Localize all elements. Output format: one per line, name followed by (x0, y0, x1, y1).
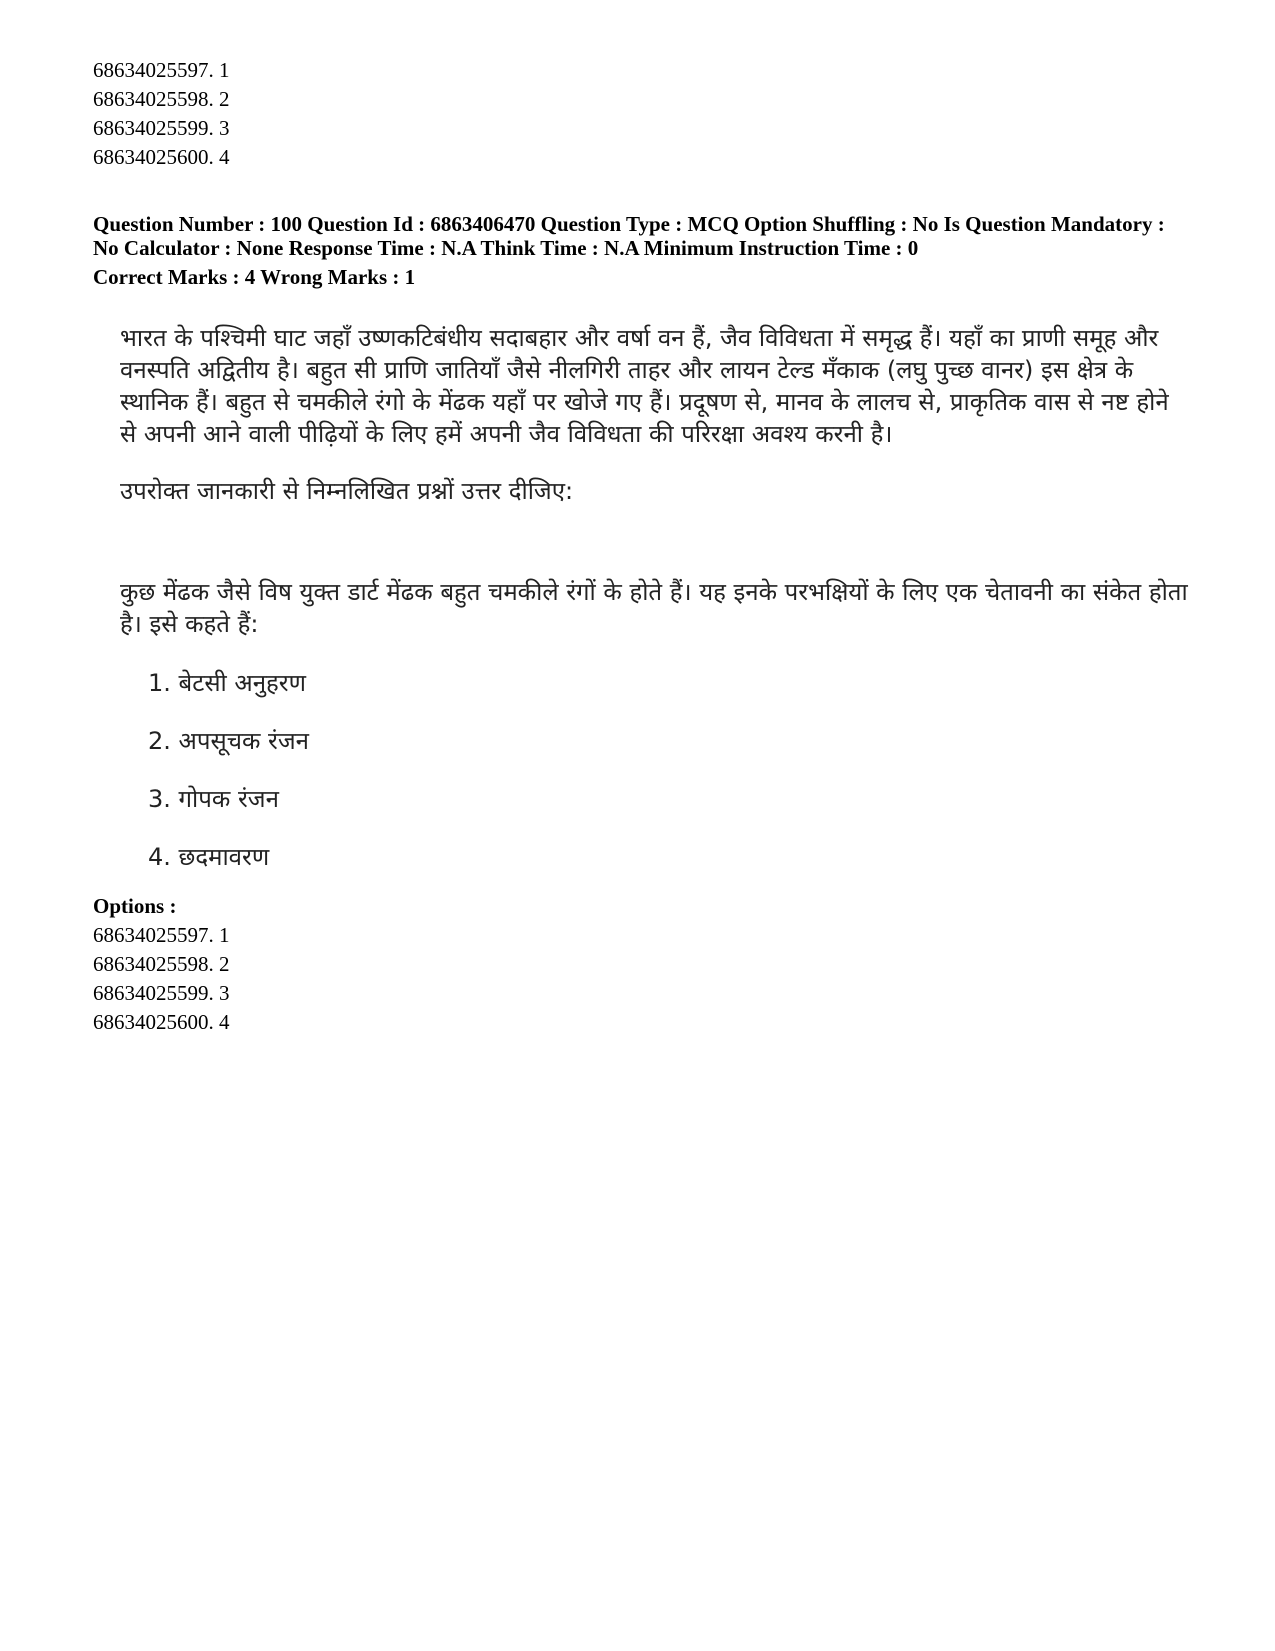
answer-choice-2: 2. अपसूचक रंजन (148, 727, 309, 755)
question-metadata (93, 212, 1165, 289)
previous-options-list (93, 56, 230, 172)
option-4: 68634025600. 4 (93, 1010, 230, 1034)
answer-choice-4: 4. छदमावरण (148, 843, 270, 871)
previous-option-4: 68634025600. 4 (93, 145, 230, 169)
question-stem: कुछ मेंढक जैसे विष युक्त डार्ट मेंढक बहुत चमकीले रंगों के होते हैं। यह इनके परभक्षियों के लिए एक चेतावनी का संकेत होता है। इसे कहते हैं: (120, 578, 1188, 638)
question-instruction: उपरोक्त जानकारी से निम्नलिखित प्रश्नों उत्तर दीजिए: (120, 477, 574, 505)
question-meta-line-1: Question Number : 100 Question Id : 6863406470 Question Type : MCQ Option Shuffling : No Is Question Mandatory : (93, 212, 1165, 236)
previous-option-3: 68634025599. 3 (93, 116, 230, 140)
options-heading: Options : (93, 894, 177, 918)
options-list (93, 921, 230, 1037)
marks-line: Correct Marks : 4 Wrong Marks : 1 (93, 265, 416, 289)
option-3: 68634025599. 3 (93, 981, 230, 1005)
previous-option-2: 68634025598. 2 (93, 87, 230, 111)
option-2: 68634025598. 2 (93, 952, 230, 976)
question-meta-line-2: No Calculator : None Response Time : N.A Think Time : N.A Minimum Instruction Time : 0 (93, 236, 919, 260)
previous-option-1: 68634025597. 1 (93, 58, 230, 82)
option-1: 68634025597. 1 (93, 923, 230, 947)
answer-choice-1: 1. बेटसी अनुहरण (148, 669, 306, 697)
answer-choice-3: 3. गोपक रंजन (148, 785, 279, 813)
question-passage: भारत के पश्चिमी घाट जहाँ उष्णकटिबंधीय सदाबहार और वर्षा वन हैं, जैव विविधता में समृद्ध हैं। यहाँ का प्राणी समूह और वनस्पति अद्वितीय है। बहुत सी प्राणि जातियाँ जैसे नीलगिरी ताहर और लायन टेल्ड मँकाक (लघु पुच्छ वानर) इस क्षेत्र के स्थानिक हैं। बहुत से चमकीले रंगो के मेंढक यहाँ पर खोजे गए हैं। प्रदूषण से, मानव के लालच से, प्राकृतिक वास से नष्ट होने से अपनी आने वाली पीढ़ियों के लिए हमें अपनी जैव विविधता की परिरक्षा अवश्य करनी है। (120, 324, 1169, 448)
